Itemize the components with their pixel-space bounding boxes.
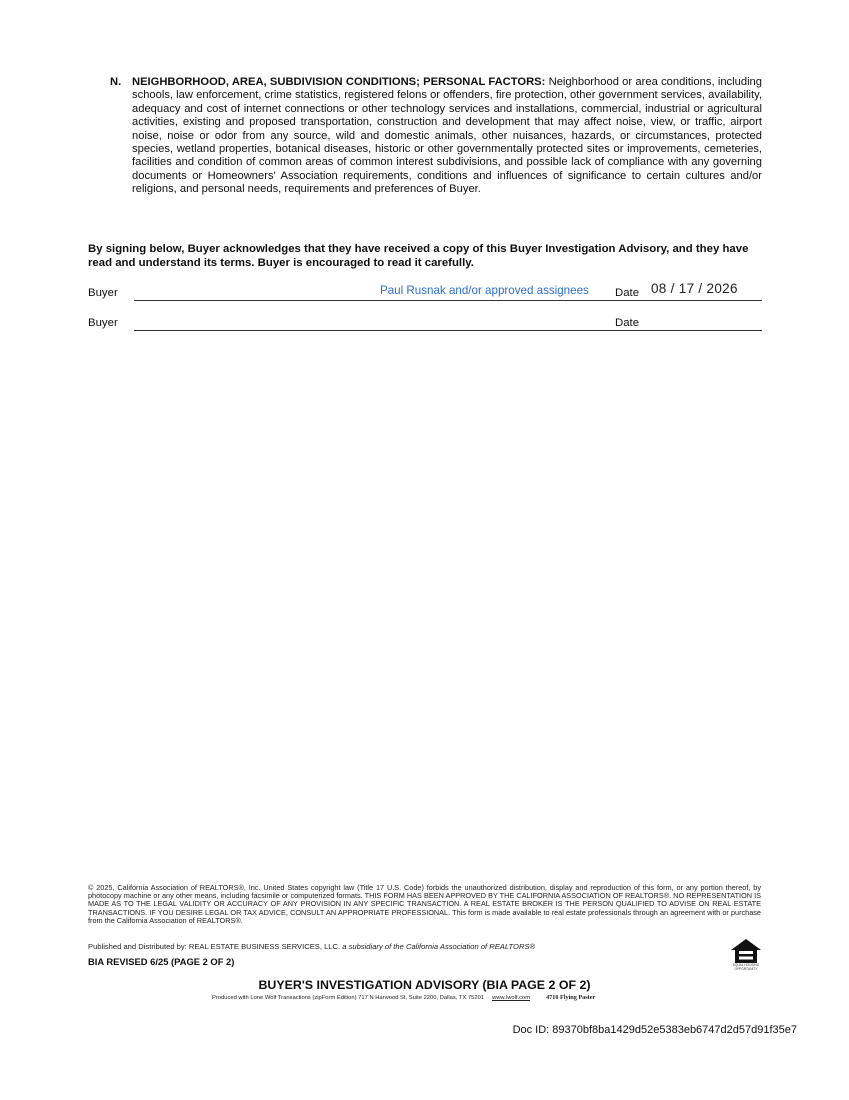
- section-body: [132, 76, 762, 197]
- date-line[interactable]: [646, 330, 762, 331]
- publisher-text: Published and Distributed by: REAL ESTATE BUSINESS SERVICES, LLC.: [88, 942, 341, 951]
- buyer-label: Buyer: [88, 317, 118, 329]
- doc-id: Doc ID: 89370bf8ba1429d52e5383eb6747d2d57d91f35e7: [512, 1024, 797, 1036]
- signature-row-2: [88, 316, 763, 332]
- buyer-name-field[interactable]: Paul Rusnak and/or approved assignees: [380, 284, 589, 297]
- date-field[interactable]: 08 / 17 / 2026: [651, 281, 738, 296]
- section-heading: NEIGHBORHOOD, AREA, SUBDIVISION CONDITIONS; PERSONAL FACTORS:: [132, 76, 546, 88]
- revision-label: BIA REVISED 6/25 (PAGE 2 OF 2): [88, 956, 235, 967]
- signature-line[interactable]: [134, 300, 700, 301]
- produced-text: Produced with Lone Wolf Transactions (zipForm Edition) 717 N Harwood St, Suite 2200, Dallas, TX 75201: [212, 995, 485, 1001]
- signature-row-1: [88, 281, 763, 302]
- equal-housing-icon: [728, 937, 764, 973]
- date-line[interactable]: [646, 300, 762, 301]
- signature-line[interactable]: [134, 330, 700, 331]
- buyer-label: Buyer: [88, 287, 118, 299]
- publisher-subsidiary: a subsidiary of the California Association of REALTORS®: [342, 942, 536, 951]
- property-address: 4710 Flying Paster: [546, 994, 596, 1001]
- publisher-line: [88, 942, 535, 951]
- copyright-notice: © 2025, California Association of REALTORS®, Inc. United States copyright law (Title 17 U.S. Code) forbids the unauthorized distribution, display and reproduction of this form, or any portion thereof, by photocopy machine or any other means, including facsimile or computerized formats. THIS FORM HAS BEEN APPROVED BY THE CALIFORNIA ASSOCIATION OF REALTORS®. NO REPRESENTATION IS MADE AS TO THE LEGAL VALIDITY OR ACCURACY OF ANY PROVISION IN ANY SPECIFIC TRANSACTION. A REAL ESTATE BROKER IS THE PERSON QUALIFIED TO ADVISE ON REAL ESTATE TRANSACTIONS. IF YOU DESIRE LEGAL OR TAX ADVICE, CONSULT AN APPROPRIATE PROFESSIONAL. This form is made available to real estate professionals through an agreement with or purchase from the California Association of REALTORS®.: [88, 883, 761, 925]
- section-letter: N.: [110, 76, 122, 88]
- produced-line: [212, 994, 595, 1001]
- section-n: [110, 76, 762, 197]
- date-label: Date: [615, 287, 640, 299]
- date-label: Date: [615, 317, 640, 329]
- lwolf-link[interactable]: www.lwolf.com: [492, 995, 531, 1001]
- eho-caption: EQUAL HOUSING OPPORTUNITY: [732, 963, 760, 971]
- form-title: BUYER'S INVESTIGATION ADVISORY (BIA PAGE 2 OF 2): [258, 978, 591, 992]
- section-text: Neighborhood or area conditions, including schools, law enforcement, crime statistics, registered felons or offenders, fire protection, other government services, availability, adequacy and cost of internet connections or other technology services and installations, commercial, industrial or agricultural activities, existing and proposed transportation, construction and development that may affect noise, view, or traffic, airport noise, noise or odor from any source, wild and domestic animals, other nuisances, hazards, or circumstances, protected species, wetland properties, botanical diseases, historic or other governmentally protected sites or improvements, cemeteries, facilities and condition of common areas of common interest subdivisions, and possible lack of compliance with any governing documents or Homeowners' Association requirements, conditions and influences of significance to certain cultures and/or religions, and personal needs, requirements and preferences of Buyer.: [132, 76, 762, 196]
- acknowledgement-text: By signing below, Buyer acknowledges that they have received a copy of this Buyer Investigation Advisory, and they have read and understand its terms. Buyer is encouraged to read it carefully.: [88, 243, 749, 270]
